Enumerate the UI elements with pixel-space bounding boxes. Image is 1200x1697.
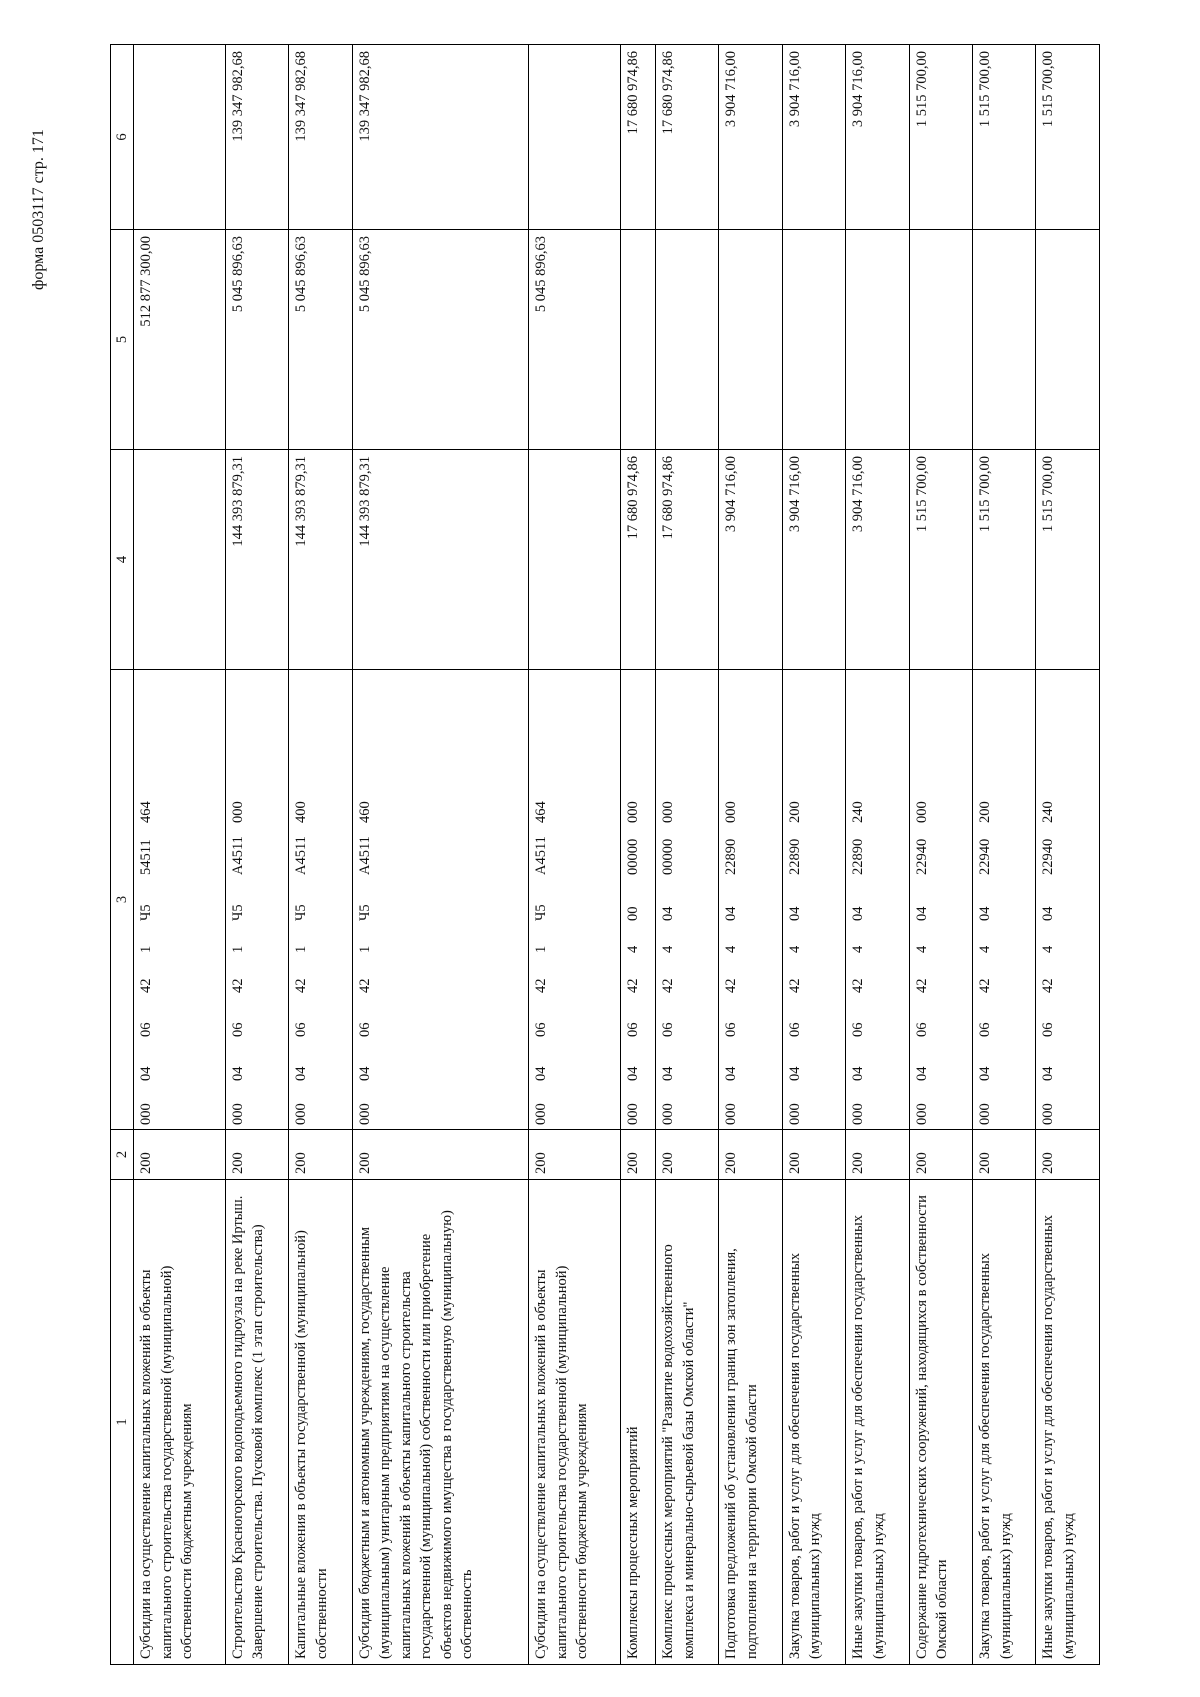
table-row [655,45,718,1665]
budget-code-part: 06 [913,1022,930,1037]
row-col5-amount: 512 877 300,00 [134,230,226,450]
budget-code-part: Ч5 [293,904,310,921]
row-col5-amount [719,230,782,450]
table-body [134,45,1100,1665]
row-budget-code-cell [620,670,655,1130]
row-col6-amount [529,45,621,230]
budget-code-part: 4 [723,945,740,953]
budget-code-part: 06 [293,1022,310,1037]
budget-code-parts [721,674,742,1125]
row-col4-amount: 3 904 716,00 [846,450,909,670]
row-col4-amount: 17 680 974,86 [620,450,655,670]
budget-code-part: 000 [293,1103,310,1125]
budget-code-part: 04 [356,1066,373,1081]
table-row [782,45,845,1665]
table-row [973,45,1036,1665]
budget-code-parts [975,674,996,1125]
row-col5-amount [782,230,845,450]
budget-code-part: 42 [229,978,246,993]
budget-code-part: 04 [977,1066,994,1081]
row-col4-amount: 144 393 879,31 [225,450,288,670]
row-line-code-cell: 200 [352,1130,529,1180]
budget-code-part: 000 [913,1103,930,1125]
table-row [620,45,655,1665]
budget-code-part: 000 [723,801,740,823]
budget-code-part: А4511 [293,836,310,875]
row-col6-amount: 3 904 716,00 [782,45,845,230]
row-budget-code-cell [529,670,621,1130]
row-budget-code-cell [782,670,845,1130]
budget-code-part: 42 [723,978,740,993]
table-row [134,45,226,1665]
row-col6-amount: 139 347 982,68 [289,45,352,230]
budget-code-part: 464 [533,801,550,823]
budget-code-part: 4 [850,945,867,953]
row-name-cell: Иные закупки товаров, работ и услуг для обеспечения государственных (муниципальных) нужд [846,1180,909,1665]
budget-code-parts [355,674,376,1125]
budget-code-part: 4 [624,945,641,953]
budget-code-part: 1 [138,945,154,953]
row-col6-amount: 17 680 974,86 [620,45,655,230]
budget-code-part: 42 [786,978,803,993]
row-name-cell: Иные закупки товаров, работ и услуг для обеспечения государственных (муниципальных) нужд [1036,1180,1100,1665]
row-budget-code-cell [846,670,909,1130]
row-col4-amount [134,450,226,670]
budget-code-part: 04 [850,906,867,921]
budget-code-part: 000 [229,801,246,823]
column-header: 4 [111,450,134,670]
budget-code-part: 200 [786,801,803,823]
row-col6-amount: 1 515 700,00 [909,45,972,230]
budget-code-part: 000 [356,1103,373,1125]
row-budget-code-cell [655,670,718,1130]
row-line-code-cell: 200 [846,1130,909,1180]
row-line-code-cell: 200 [1036,1130,1100,1180]
row-col6-amount: 1 515 700,00 [1036,45,1100,230]
row-name-cell: Строительство Красногорского водоподъемного гидроузла на реке Иртыш. Завершение строительства. Пусковой комплекс (1 этап строительства) [225,1180,288,1665]
budget-code-part: 400 [293,801,310,823]
row-name-cell: Капитальные вложения в объекты государственной (муниципальной) собственности [289,1180,352,1665]
row-line-code-cell: 200 [620,1130,655,1180]
budget-code-parts [912,674,933,1125]
budget-code-part: 06 [850,1022,867,1037]
budget-code-part: 460 [356,801,373,823]
budget-code-part: 04 [659,1066,676,1081]
budget-code-part: Ч5 [229,904,246,921]
row-line-code-cell: 200 [719,1130,782,1180]
row-col4-amount: 144 393 879,31 [289,450,352,670]
budget-code-part: 000 [138,1103,154,1125]
row-line-code-cell: 200 [225,1130,288,1180]
budget-code-part: 22890 [723,838,740,875]
budget-code-part: 000 [913,801,930,823]
row-name-cell: Закупка товаров, работ и услуг для обеспечения государственных (муниципальных) нужд [782,1180,845,1665]
table-row [529,45,621,1665]
budget-code-part: 04 [850,1066,867,1081]
row-name-cell: Субсидии на осуществление капитальных вложений в объекты капитального строительства государственной (муниципальной) собственности бюджетным учреждениям [529,1180,621,1665]
budget-code-part: 42 [533,978,550,993]
budget-code-part: 240 [850,801,867,823]
row-line-code-cell: 200 [782,1130,845,1180]
row-col4-amount: 3 904 716,00 [719,450,782,670]
table-row [225,45,288,1665]
budget-code-part: 06 [723,1022,740,1037]
budget-code-part: 1 [533,945,550,953]
row-col4-amount: 3 904 716,00 [782,450,845,670]
row-budget-code-cell [289,670,352,1130]
budget-code-part: 04 [786,1066,803,1081]
row-col4-amount: 17 680 974,86 [655,450,718,670]
budget-code-part: 54511 [138,839,154,875]
budget-code-part: 000 [723,1103,740,1125]
budget-code-part: 04 [1040,906,1057,921]
row-col4-amount: 144 393 879,31 [352,450,529,670]
budget-code-part: 06 [786,1022,803,1037]
row-budget-code-cell [909,670,972,1130]
budget-code-part: 06 [356,1022,373,1037]
row-col5-amount: 5 045 896,63 [352,230,529,450]
budget-code-part: 000 [1040,1103,1057,1125]
budget-code-part: 22940 [913,838,930,875]
row-col6-amount: 3 904 716,00 [846,45,909,230]
budget-table-container [110,45,1100,1665]
budget-code-parts [1038,674,1059,1125]
form-page-label: форма 0503117 стр. 171 [30,129,47,291]
row-col5-amount [655,230,718,450]
budget-code-part: 4 [1040,945,1057,953]
budget-code-part: Ч5 [533,904,550,921]
budget-code-part: 06 [659,1022,676,1037]
table-row [909,45,972,1665]
column-header: 5 [111,230,134,450]
budget-code-part: 22890 [850,838,867,875]
table-row [1036,45,1100,1665]
budget-code-part: 00000 [659,838,676,875]
budget-code-part: 06 [229,1022,246,1037]
budget-table [110,44,1100,1665]
budget-code-part: 06 [977,1022,994,1037]
row-line-code-cell: 200 [289,1130,352,1180]
row-line-code-cell: 200 [529,1130,621,1180]
row-col5-amount [846,230,909,450]
budget-code-part: 4 [786,945,803,953]
budget-code-part: 1 [293,945,310,953]
budget-code-part: 06 [138,1022,154,1037]
budget-code-parts [531,674,552,1125]
budget-code-part: 04 [913,906,930,921]
row-col4-amount: 1 515 700,00 [973,450,1036,670]
budget-code-part: 000 [850,1103,867,1125]
row-col5-amount [909,230,972,450]
budget-code-part: 04 [786,906,803,921]
row-col5-amount [620,230,655,450]
budget-code-part: 4 [659,945,676,953]
budget-code-part: 42 [138,978,154,993]
budget-code-part: 00000 [624,838,641,875]
row-name-cell: Субсидии бюджетным и автономным учреждениям, государственным (муниципальным) унитарным предприятиям на осуществление капитальных вложений в объекты капитального строительства государственной (муниципальной) собственности или приобретение объектов недвижимого имущества в государственную (муниципальную) собственность [352,1180,529,1665]
budget-code-part: 000 [659,801,676,823]
budget-code-part: А4511 [356,836,373,875]
budget-code-part: 000 [229,1103,246,1125]
budget-code-part: 42 [913,978,930,993]
budget-code-part: 000 [977,1103,994,1125]
budget-code-part: 000 [624,1103,641,1125]
row-line-code-cell: 200 [909,1130,972,1180]
budget-code-parts [136,674,157,1125]
column-header: 1 [111,1180,134,1665]
table-row [719,45,782,1665]
budget-code-part: А4511 [533,836,550,875]
table-row [846,45,909,1665]
budget-code-part: 04 [293,1066,310,1081]
budget-code-part: 42 [624,978,641,993]
row-name-cell: Субсидии на осуществление капитальных вложений в объекты капитального строительства государственной (муниципальной) собственности бюджетным учреждениям [134,1180,226,1665]
row-line-code-cell: 200 [973,1130,1036,1180]
budget-code-part: 04 [977,906,994,921]
row-line-code-cell: 200 [655,1130,718,1180]
budget-code-part: 06 [1040,1022,1057,1037]
budget-code-part: 42 [659,978,676,993]
row-name-cell: Подготовка предложений об установлении границ зон затопления, подтопления на территории Омской области [719,1180,782,1665]
row-name-cell: Содержание гидротехнических сооружений, находящихся в собственности Омской области [909,1180,972,1665]
budget-code-part: 1 [356,945,373,953]
budget-code-parts [658,674,679,1125]
table-row [289,45,352,1665]
budget-code-part: 000 [624,801,641,823]
budget-code-part: 000 [533,1103,550,1125]
budget-code-part: 000 [786,1103,803,1125]
row-name-cell: Комплексы процессных мероприятий [620,1180,655,1665]
budget-code-part: 200 [977,801,994,823]
row-col5-amount: 5 045 896,63 [225,230,288,450]
budget-code-part: 22890 [786,838,803,875]
row-col6-amount: 17 680 974,86 [655,45,718,230]
budget-code-part: 42 [356,978,373,993]
budget-code-part: 06 [533,1022,550,1037]
row-budget-code-cell [973,670,1036,1130]
row-col5-amount: 5 045 896,63 [529,230,621,450]
row-col6-amount: 139 347 982,68 [225,45,288,230]
budget-code-parts [291,674,312,1125]
budget-code-part: 240 [1040,801,1057,823]
row-col6-amount: 1 515 700,00 [973,45,1036,230]
budget-code-part: 04 [533,1066,550,1081]
row-name-cell: Комплекс процессных мероприятий "Развитие водохозяйственного комплекса и минерально-сырьевой базы Омской области" [655,1180,718,1665]
budget-code-part: 04 [229,1066,246,1081]
row-col4-amount: 1 515 700,00 [909,450,972,670]
budget-code-part: 00 [624,906,641,921]
budget-code-part: 000 [659,1103,676,1125]
column-header: 3 [111,670,134,1130]
budget-code-part: Ч5 [138,904,154,921]
budget-code-part: 22940 [1040,838,1057,875]
row-col5-amount [973,230,1036,450]
column-number-row [111,45,134,1665]
row-budget-code-cell [719,670,782,1130]
column-header: 2 [111,1130,134,1180]
row-budget-code-cell [1036,670,1100,1130]
budget-code-part: 42 [1040,978,1057,993]
budget-code-parts [228,674,249,1125]
budget-code-parts [623,674,644,1125]
budget-code-part: 04 [1040,1066,1057,1081]
budget-code-part: 04 [913,1066,930,1081]
budget-code-part: А4511 [229,836,246,875]
budget-code-part: 06 [624,1022,641,1037]
row-col6-amount [134,45,226,230]
row-col5-amount: 5 045 896,63 [289,230,352,450]
row-col6-amount: 3 904 716,00 [719,45,782,230]
row-col4-amount: 1 515 700,00 [1036,450,1100,670]
budget-code-part: 4 [977,945,994,953]
budget-code-parts [785,674,806,1125]
row-budget-code-cell [134,670,226,1130]
budget-code-part: 4 [913,945,930,953]
budget-code-part: 04 [624,1066,641,1081]
row-name-cell: Закупка товаров, работ и услуг для обеспечения государственных (муниципальных) нужд [973,1180,1036,1665]
row-budget-code-cell [225,670,288,1130]
row-col6-amount: 139 347 982,68 [352,45,529,230]
column-header: 6 [111,45,134,230]
budget-code-part: 42 [293,978,310,993]
row-col4-amount [529,450,621,670]
row-budget-code-cell [352,670,529,1130]
budget-code-part: 42 [977,978,994,993]
budget-code-part: 04 [138,1066,154,1081]
budget-code-part: 22940 [977,838,994,875]
row-line-code-cell: 200 [134,1130,226,1180]
budget-code-part: 464 [138,801,154,823]
budget-code-part: 42 [850,978,867,993]
budget-code-part: Ч5 [356,904,373,921]
budget-code-part: 1 [229,945,246,953]
row-col5-amount [1036,230,1100,450]
budget-code-part: 04 [723,1066,740,1081]
budget-code-part: 04 [723,906,740,921]
table-row [352,45,529,1665]
budget-code-part: 04 [659,906,676,921]
budget-code-parts [848,674,869,1125]
